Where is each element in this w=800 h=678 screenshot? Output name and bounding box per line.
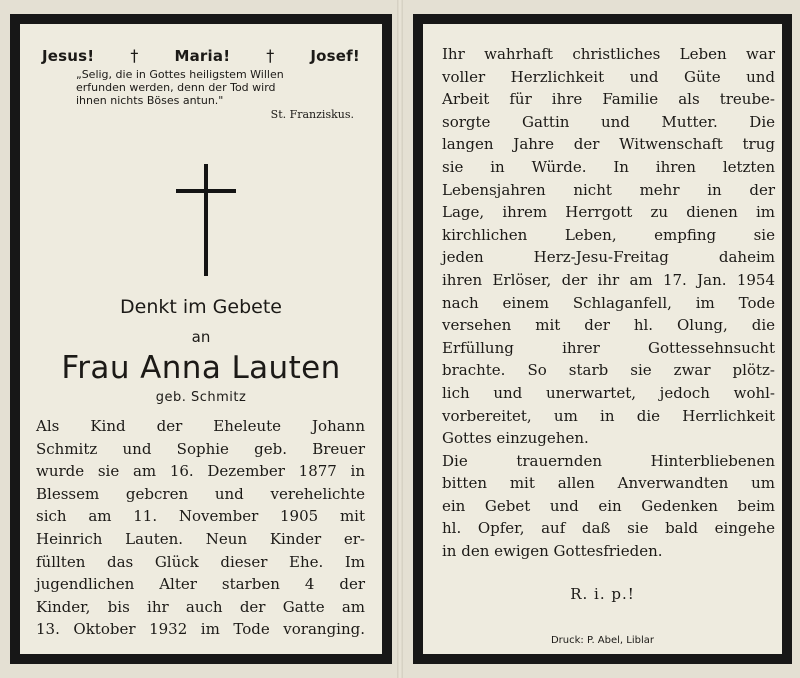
text-line: Lage, ihrem Herrgott zu dienen im: [442, 203, 775, 222]
text-line: Lebensjahren nicht mehr in der: [442, 180, 775, 199]
invocation-josef: Josef!: [310, 47, 360, 65]
left-panel: [10, 14, 392, 664]
text-line: ihren Erlöser, der ihr am 17. Jan. 1954: [442, 270, 775, 289]
quote: [76, 68, 376, 107]
text-line: Kinder, bis ihr auch der Gatte am: [36, 597, 365, 616]
rip-text: R. i. p.!: [570, 585, 635, 603]
deceased-name: Frau Anna Lauten: [61, 350, 341, 386]
text-line: versehen mit der hl. Olung, die: [442, 316, 775, 335]
biography-paragraph: [36, 415, 365, 641]
text-line: Gottes einzugehen.: [442, 429, 589, 448]
quote-attribution: St. Franziskus.: [270, 108, 354, 121]
text-line: Heinrich Lauten. Neun Kinder er-: [36, 529, 365, 548]
text-line: Als Kind der Eheleute Johann: [36, 417, 365, 435]
quote-line: ihnen nichts Böses antun.": [76, 94, 224, 107]
text-line: ein Gebet und ein Gedenken beim: [442, 496, 775, 515]
text-line: Arbeit für ihre Familie als treube-: [442, 90, 775, 109]
text-line: in den ewigen Gottesfrieden.: [442, 542, 663, 561]
text-line: voller Herzlichkeit und Güte und: [442, 67, 775, 86]
latin-cross-icon: [176, 164, 236, 276]
quote-line: „Selig, die in Gottes heiligstem Willen: [76, 68, 284, 81]
text-line: jeden Herz-Jesu-Freitag daheim: [442, 248, 775, 267]
birth-name: geb. Schmitz: [155, 390, 247, 405]
text-line: sorgte Gattin und Mutter. Die: [442, 112, 775, 131]
text-line: Schmitz und Sophie geb. Breuer: [36, 439, 365, 458]
text-line: hl. Opfer, auf daß sie bald eingehe: [442, 519, 775, 538]
dagger-icon: †: [130, 46, 139, 65]
remember-heading: Denkt im Gebete: [120, 296, 282, 318]
card-fold: [397, 0, 403, 678]
text-line: langen Jahre der Witwenschaft trug: [442, 135, 775, 154]
text-line: 13. Oktober 1932 im Tode voranging.: [36, 620, 365, 639]
quote-line: erfunden werden, denn der Tod wird: [76, 81, 276, 94]
right-panel: [413, 14, 792, 664]
invocation-jesus: Jesus!: [42, 47, 95, 65]
an-word: an: [191, 328, 211, 346]
printer-credit: Druck: P. Abel, Liblar: [550, 635, 654, 646]
text-line: brachte. So starb sie zwar plötz-: [442, 361, 775, 380]
text-line: wurde sie am 16. Dezember 1877 in: [36, 462, 365, 481]
dagger-icon: †: [266, 46, 275, 65]
text-line: Die trauernden Hinterbliebenen: [442, 451, 775, 470]
text-line: sie in Würde. In ihren letzten: [442, 157, 775, 176]
text-line: lich und unerwartet, jedoch wohl-: [442, 383, 775, 402]
text-line: jugendlichen Alter starben 4 der: [36, 575, 365, 594]
text-line: Blessem gebcren und verehelichte: [36, 484, 365, 503]
text-line: bitten mit allen Anverwandten um: [442, 474, 775, 493]
text-line: sich am 11. November 1905 mit: [36, 507, 365, 526]
text-line: nach einem Schlaganfell, im Tode: [442, 293, 775, 312]
invocation-line: [20, 46, 382, 65]
text-line: kirchlichen Leben, empfing sie: [442, 225, 775, 244]
text-line: Ihr wahrhaft christliches Leben war: [442, 45, 775, 63]
life-paragraph: [442, 43, 775, 563]
text-line: Erfüllung ihrer Gottessehnsucht: [442, 338, 775, 357]
text-line: füllten das Glück dieser Ehe. Im: [36, 552, 365, 571]
invocation-maria: Maria!: [174, 47, 231, 65]
text-line: vorbereitet, um in die Herrlichkeit: [442, 406, 775, 425]
